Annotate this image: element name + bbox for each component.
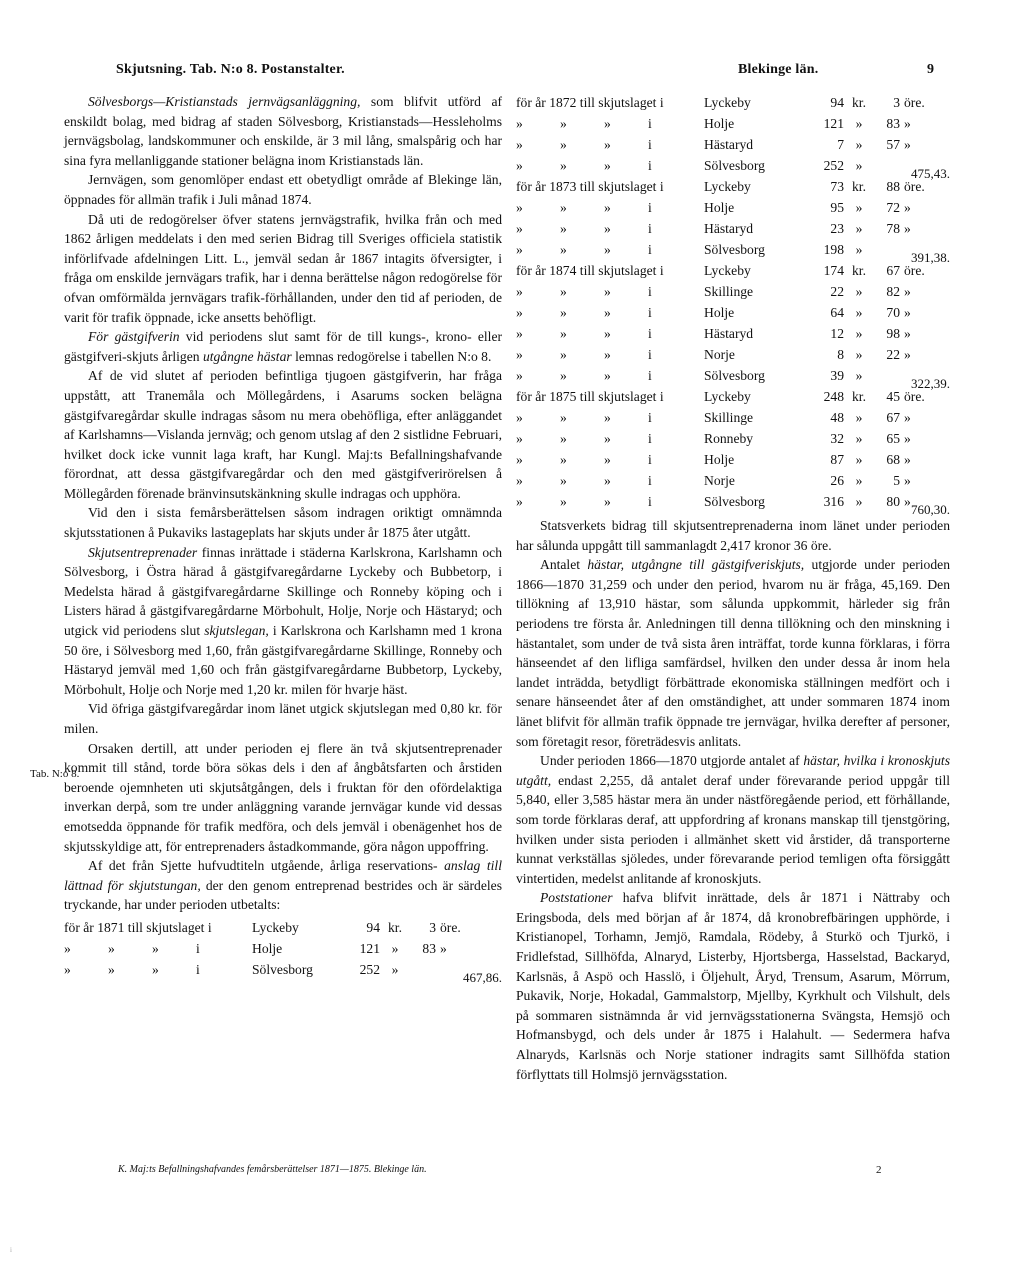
ledger-row	[64, 938, 502, 959]
ledger-ore: 5	[893, 473, 900, 488]
ledger-ore: 22	[886, 347, 900, 362]
ditto-mark: »	[108, 961, 115, 977]
ledger-year	[516, 92, 950, 181]
ledger-row	[516, 260, 950, 281]
ledger-kr: 22	[830, 284, 844, 299]
ditto-mark: »	[516, 452, 523, 467]
ledger-ore	[874, 365, 900, 386]
ledger-kr: 121	[359, 940, 380, 956]
ledger-ore: 78	[886, 221, 900, 236]
ditto-mark: »	[560, 410, 567, 425]
ledger-place: Holje	[704, 305, 735, 320]
ledger-ore: 82	[886, 284, 900, 299]
ledger-kr-unit: »	[855, 116, 863, 131]
ledger-kr: 23	[830, 221, 844, 236]
ledger-row	[516, 365, 950, 391]
ledger-row	[516, 239, 950, 265]
ledger-place: Lyckeby	[252, 919, 299, 935]
ditto-mark: »	[516, 326, 523, 341]
ditto-mark: »	[516, 284, 523, 299]
ledger-year	[516, 176, 950, 265]
ledger-kr-unit: kr.	[388, 919, 402, 935]
stray-mark: i	[10, 1246, 12, 1254]
ledger-year	[516, 386, 950, 517]
ditto-mark: »	[152, 940, 159, 956]
ditto-mark: »	[516, 431, 523, 446]
ditto-mark: »	[560, 284, 567, 299]
ditto-mark: »	[64, 961, 71, 977]
ledger-kr: 48	[830, 410, 844, 425]
ditto-mark: »	[560, 452, 567, 467]
ditto-mark: »	[604, 473, 611, 488]
ledger-ore-unit: »	[440, 940, 447, 956]
italic-term: Poststationer	[540, 890, 613, 906]
ledger-place: Sölvesborg	[704, 158, 765, 173]
ledger-place: Sölvesborg	[252, 961, 313, 977]
ledger-place: Holje	[704, 452, 735, 467]
ledger-ore: 67	[886, 263, 900, 278]
ledger-total: 322,39.	[911, 376, 950, 391]
paragraph-anslag	[64, 856, 502, 915]
ledger-kr-unit: »	[855, 242, 863, 257]
ledger-kr-unit: »	[855, 410, 863, 425]
ledger-1871	[64, 917, 502, 985]
ditto-mark: »	[516, 473, 523, 488]
paragraph-text: Under perioden 1866—1870 utgjorde antalet af	[540, 753, 804, 769]
ledger-kr-unit: »	[855, 452, 863, 467]
ledger-prefix: för år 1873 till skjutslaget i	[516, 179, 664, 194]
ditto-mark: »	[604, 326, 611, 341]
ditto-mark: »	[560, 116, 567, 131]
ledger-row	[516, 323, 950, 344]
ledger-place: Norje	[704, 347, 735, 362]
ledger-place: Norje	[704, 473, 735, 488]
paragraph-text: Antalet	[540, 557, 588, 573]
ledger-place: Holje	[704, 116, 735, 131]
paragraph-text: utgjorde under perioden 1866—1870 31,259 och under den period, hvarom nu är fråga, 45,169. Den tillökning af 13,910 hästar, som sålunda uppkommit, härleder sig från periodens tre första år. Anledningen till denna tillökning och den minskning i hästantalet, som under de två sista åren inträffat, torde kunna förklaras, i förra hänseendet af den lifliga samfärdsel, hvilken den under dessa år inom hela landet inträdda, betydligt förbättrade ekonomiska ställningen medfört och i senare hänseendet åter af den omständighet, att under sommaren 1874 inom länet blifvit för allmän trafik öppnade tre jernvägar, hvilka derefter af personer, som företagit resor, företrädesvis anlitats.	[516, 557, 950, 749]
ditto-group: » » » i	[516, 365, 704, 386]
paragraph-entreprenader	[64, 543, 502, 700]
ledger-place: Hästaryd	[704, 221, 754, 236]
paragraph-ovriga: Vid öfriga gästgifvaregårdar inom länet utgick skjutslegan med 0,80 kr. för milen.	[64, 701, 502, 736]
ditto-group: » » » i	[516, 113, 704, 134]
ledger-row	[516, 470, 950, 491]
ledger-ore-unit: »	[904, 452, 911, 467]
ditto-mark: »	[516, 242, 523, 257]
ledger-ore-unit: »	[904, 431, 911, 446]
italic-term: hästar, hvilka i kronoskjuts utgått,	[516, 753, 950, 788]
paragraph-text: som blifvit utförd af enskildt bolag, med bidrag af staden Sölvesborg, Kristianstads—Hessleholms jernvägsbolag, landskommuner och enskilde, är 3 mil lång, smalspårig och har sina fyra mellanliggande stationer belägna inom Kristianstads län.	[64, 94, 502, 168]
ditto-group: » » » i	[516, 470, 704, 491]
ledger-row	[516, 407, 950, 428]
italic-term: hästar, utgångne till gästgifveriskjuts,	[587, 557, 805, 573]
left-column	[64, 92, 502, 985]
paragraph-tranemala: Af de vid slutet af perioden befintliga tjugoen gästgifverin, har fråga uppstått, att Tranemåla och Möllegårdens, i Asarums socken belägna gästgifvaregårdar skulle indragas såsom nu mera obehöfliga, efter anläggandet af Karlshamns—Vislanda jernväg; och genom utslag af den 2 sistlidne Februari, hvilket dock icke vunnit laga kraft, har Kungl. Maj:ts Befallningshafvande förordnat, att dessa gästgifvaregårdar och den med gästgifverirörelsen å Möllegården förenade bränvinsutskänkning skulle indragas och upphöra.	[64, 368, 502, 501]
ledger-row	[64, 959, 502, 985]
ditto-group: » » » i	[516, 155, 704, 176]
ditto-group: » » » i	[516, 407, 704, 428]
ditto-mark: »	[604, 137, 611, 152]
ditto-mark: »	[560, 242, 567, 257]
ledger-place: Lyckeby	[704, 263, 751, 278]
ledger-ore	[874, 155, 900, 176]
ditto-mark: »	[108, 940, 115, 956]
ledger-place: Holje	[704, 200, 735, 215]
ledger-place: Skillinge	[704, 410, 754, 425]
ledger-kr: 198	[823, 242, 844, 257]
ledger-kr-unit: »	[855, 221, 863, 236]
ledger-ore: 68	[886, 452, 900, 467]
ledger-ore: 83	[422, 940, 436, 956]
ledger-place: Lyckeby	[704, 179, 751, 194]
paragraph-text: der den genom entreprenad bestrides och är särdeles tryckande, har under perioden utbetalts:	[64, 877, 502, 913]
ditto-group: » » » i	[516, 218, 704, 239]
ledger-row	[516, 281, 950, 302]
ledger-kr-unit: »	[391, 940, 399, 956]
ditto-mark: »	[516, 410, 523, 425]
ledger-place: Sölvesborg	[704, 368, 765, 383]
ledger-total: 760,30.	[911, 502, 950, 517]
ditto-group: » » » i	[516, 344, 704, 365]
ledger-ore-unit: öre.	[904, 263, 925, 278]
ledger-total: 391,38.	[911, 250, 950, 265]
ledger-place: Sölvesborg	[704, 494, 765, 509]
ditto-mark: »	[516, 137, 523, 152]
paragraph-poststationer	[516, 888, 950, 1084]
ditto-group: » » » i	[64, 959, 252, 980]
ledger-ore: 72	[886, 200, 900, 215]
ditto-mark: »	[604, 242, 611, 257]
paragraph-statsverket: Statsverkets bidrag till skjutsentreprenaderna inom länet under perioden har sålunda uppgått till sammanlagdt 2,417 kronor 36 öre.	[516, 518, 950, 553]
italic-term: anslag till lättnad för skjutstungan,	[64, 858, 502, 893]
ledger-group	[516, 92, 950, 517]
ditto-mark: »	[152, 961, 159, 977]
ledger-row	[516, 428, 950, 449]
ledger-row	[516, 344, 950, 365]
ledger-ore-unit: öre.	[440, 919, 461, 935]
ledger-kr: 64	[830, 305, 844, 320]
ditto-mark: »	[604, 305, 611, 320]
ditto-mark: »	[560, 221, 567, 236]
ledger-row	[516, 386, 950, 407]
ditto-mark: »	[560, 137, 567, 152]
paragraph-reports: Då uti de redogörelser öfver statens jernvägstrafik, hvilka från och med 1862 årligen meddelats i den med serien Bidrag till Sveriges officiela statistik införlifvade afdelningen Litt. L., jemväl sedan år 1867 intagits öfversigter, i fråga om enskilde jernvägars trafik, har i denna berättelse någon redogörelse för ofvan omförmälda jernvägars trafik-förhållanden, under den tid af perioden, de varit för trafik öppnade, icke ansetts behöfligt.	[64, 211, 502, 325]
ditto-mark: »	[560, 200, 567, 215]
ledger-ore: 70	[886, 305, 900, 320]
paragraph-hastar	[516, 555, 950, 751]
ledger-kr-unit: »	[855, 431, 863, 446]
ledger-ore-unit: öre.	[904, 95, 925, 110]
ditto-mark: »	[560, 368, 567, 383]
ditto-group: » » » i	[516, 281, 704, 302]
ledger-kr-unit: kr.	[852, 263, 866, 278]
margin-note-tab: Tab. N:o 8.	[30, 768, 80, 780]
italic-term: utgångne hästar	[202, 348, 292, 364]
ledger-place: Lyckeby	[704, 95, 751, 110]
ledger-kr: 121	[823, 116, 844, 131]
ditto-group: » » » i	[516, 197, 704, 218]
ditto-mark: »	[64, 940, 71, 956]
ledger-row	[516, 449, 950, 470]
italic-term: skjutslegan,	[204, 623, 269, 639]
ditto-mark: »	[604, 368, 611, 383]
ditto-mark: »	[560, 494, 567, 509]
paragraph-text: lemnas redogörelse i tabellen N:o 8.	[291, 348, 492, 364]
ledger-ore-unit: »	[904, 410, 911, 425]
ledger-prefix: för år 1872 till skjutslaget i	[516, 95, 664, 110]
footer-text: K. Maj:ts Befallningshafvandes femårsberättelser 1871—1875. Blekinge län.	[118, 1164, 427, 1175]
ledger-kr-unit: »	[855, 284, 863, 299]
ledger-row	[516, 155, 950, 181]
ledger-ore-unit: »	[904, 305, 911, 320]
paragraph-orsaken: Orsaken dertill, att under perioden ej flere än två skjutsentreprenader kommit till stånd, torde böra sökas dels i den af ångbåtsfarten och årstiden beroende ojemnheten uti skjutsåtgången, dels i fruktan för den ofördelaktiga inverkan derpå, som tre under anläggning varande jernvägar kunde vid dessas emotsedda öppnande för trafik medföra, och dels jemväl i obenägenhet hos de skjutsskyldige att, för entreprenaders åstadkommande, göra någon uppoffring.	[64, 740, 502, 854]
paragraph-kronoskjuts	[516, 751, 950, 888]
ditto-group: » » » i	[516, 428, 704, 449]
ledger-ore	[874, 239, 900, 260]
ledger-ore-unit: »	[904, 116, 911, 131]
ledger-year	[516, 260, 950, 391]
ditto-mark: »	[604, 116, 611, 131]
ledger-kr: 252	[359, 961, 380, 977]
ditto-mark: »	[560, 347, 567, 362]
ledger-kr: 39	[830, 368, 844, 383]
ledger-place: Hästaryd	[704, 137, 754, 152]
ledger-place: Ronneby	[704, 431, 754, 446]
ledger-ore: 3	[429, 919, 436, 935]
ledger-row	[516, 134, 950, 155]
ledger-kr: 94	[366, 919, 380, 935]
ditto-mark: »	[604, 200, 611, 215]
ledger-ore: 98	[886, 326, 900, 341]
ditto-mark: »	[516, 347, 523, 362]
ledger-ore: 57	[886, 137, 900, 152]
ledger-row	[516, 302, 950, 323]
ledger-row	[516, 92, 950, 113]
ledger-ore: 65	[886, 431, 900, 446]
ledger-place: Holje	[252, 940, 283, 956]
ditto-mark: »	[516, 221, 523, 236]
ledger-kr: 248	[823, 389, 844, 404]
right-column	[516, 92, 950, 1084]
ditto-group: » » » i	[516, 449, 704, 470]
page-number: 9	[927, 62, 935, 77]
ledger-ore: 3	[893, 95, 900, 110]
ledger-row	[516, 176, 950, 197]
ledger-kr: 32	[830, 431, 844, 446]
ditto-mark: »	[560, 473, 567, 488]
ledger-prefix: för år 1874 till skjutslaget i	[516, 263, 664, 278]
ledger-kr: 94	[830, 95, 844, 110]
ledger-kr: 8	[837, 347, 844, 362]
ditto-group: » » » i	[516, 323, 704, 344]
ledger-row	[516, 491, 950, 517]
ledger-kr-unit: »	[855, 137, 863, 152]
ditto-group: » » » i	[516, 302, 704, 323]
ledger-kr: 95	[830, 200, 844, 215]
ditto-mark: »	[516, 200, 523, 215]
ditto-mark: »	[604, 347, 611, 362]
paragraph-text: vid periodens slut samt för de till kungs-, krono- eller gästgifveri-skjuts årligen	[64, 329, 502, 364]
ledger-kr: 87	[830, 452, 844, 467]
ledger-row	[516, 113, 950, 134]
ledger-kr: 73	[830, 179, 844, 194]
paragraph-pukavik: Vid den i sista femårsberättelsen såsom indragen oriktigt omnämnda skjutsstationen å Pukaviks lastageplats har skjuts under år 1875 åter utgått.	[64, 505, 502, 541]
ledger-ore-unit: »	[904, 284, 911, 299]
paragraph-text: i Karlskrona och Karlshamn med 1 krona 50 öre, i Sölvesborg med 1,60, från gästgifvaregårdarne Skillinge, Ronneby och Hästaryd jemväl med 1,60 och från gästgifvaregårdarne Bubbetorp, Lyckeby, Mörbohult, Holje och Norje med 1,20 kr. milen för hvarje häst.	[64, 623, 502, 697]
ditto-group: » » » i	[516, 239, 704, 260]
ledger-ore: 45	[886, 389, 900, 404]
ledger-kr-unit: kr.	[852, 389, 866, 404]
ledger-prefix: för år 1871 till skjutslaget i	[64, 919, 212, 935]
italic-term: Sölvesborgs—Kristianstads jernvägsanläggning,	[88, 94, 361, 109]
ledger-row	[64, 917, 502, 938]
ledger-ore: 88	[886, 179, 900, 194]
ledger-kr-unit: »	[855, 200, 863, 215]
ledger-row	[516, 218, 950, 239]
ledger-ore: 80	[886, 494, 900, 509]
paragraph-text: finnas inrättade i städerna Karlskrona, Karlshamn och Sölvesborg, i Östra härad å gästgifvaregårdarne Lyckeby och Bubbetorp, i Medelsta härad å gästgifvaregårdarne Skillinge och Ronneby köping och i Listers härad å gästgifvaregårdarne Mörbohult, Holje, Norje och Hästaryd; och utgick vid periodens slut	[64, 544, 502, 639]
ledger-ore-unit: »	[904, 326, 911, 341]
ditto-mark: »	[560, 326, 567, 341]
ledger-total: 475,43.	[911, 166, 950, 181]
ledger-kr-unit: »	[855, 158, 863, 173]
ditto-mark: »	[560, 158, 567, 173]
ditto-mark: »	[516, 116, 523, 131]
ledger-prefix: för år 1875 till skjutslaget i	[516, 389, 664, 404]
running-header-left: Skjutsning. Tab. N:o 8. Postanstalter.	[116, 62, 345, 77]
paragraph-railway	[64, 92, 502, 170]
ditto-mark: »	[604, 431, 611, 446]
ditto-group: » » » i	[516, 134, 704, 155]
ledger-ore-unit: »	[904, 494, 911, 509]
ledger-ore-unit: »	[904, 473, 911, 488]
ledger-ore-unit: »	[904, 137, 911, 152]
ledger-kr: 12	[830, 326, 844, 341]
ledger-kr-unit: kr.	[852, 179, 866, 194]
ledger-place: Skillinge	[704, 284, 754, 299]
paragraph-text: endast 2,255, då antalet deraf under förevarande period uppgår till 5,840, eller 3,585 hästar mera än under nästföregående period, ett förhållande, som torde förklaras deraf, att uppfordring af kronans manskap till tjenstgöring, hvilken under sista perioden i allmänhet skett vid årstider, då transporterne kunnat verkställas sjöledes, under förevarande period temligen ofta försiggått vintertiden, medelst anlitande af kronoskjuts.	[516, 772, 950, 886]
ledger-ore-unit: »	[904, 347, 911, 362]
ledger-kr: 7	[837, 137, 844, 152]
ditto-mark: »	[604, 452, 611, 467]
ledger-kr-unit: kr.	[852, 95, 866, 110]
paragraph-text: hafva blifvit inrättade, dels år 1871 i Nättraby och Eringsboda, dels med början af år 1874, då kronobrefbäringen upphörde, i Kristianopel, Torhamn, Jemjö, Ramdala, Rödeby, å Sturkö och Tjurkö, i Fridlefstad, Sillhöfda, Alnaryd, Listerby, Hjortsberga, Hasselstad, Backaryd, Karlsnäs, å Aspö och Hasslö, i Öljehult, Åryd, Trensum, Asarum, Mörrum, Pukavik, Norje, Hokadal, Gammalstorp, Mjellby, Kyrkhult och Vilshult, dels på sommaren sistnämnda år vid jernvägsstationerna Svängsta, Hemsjö och Hofmansbygd, och dels under år 1875 i Halahult. — Sedermera hafva Alnaryds, Karlsnäs och Norje stationer indragits samt Sillhöfda station förflyttats till Holmsjö jernvägsstation.	[516, 890, 950, 1082]
ledger-kr-unit: »	[855, 326, 863, 341]
ditto-group: » » » i	[516, 491, 704, 512]
paragraph-gastgifverin	[64, 327, 502, 366]
ledger-kr: 252	[823, 158, 844, 173]
ledger-kr-unit: »	[855, 473, 863, 488]
ledger-place: Hästaryd	[704, 326, 754, 341]
ditto-mark: »	[604, 158, 611, 173]
ledger-total: 467,86.	[463, 969, 502, 985]
ledger-kr-unit: »	[855, 368, 863, 383]
ledger-kr: 316	[823, 494, 844, 509]
ditto-mark: »	[604, 494, 611, 509]
ledger-row	[516, 197, 950, 218]
ditto-mark: »	[604, 284, 611, 299]
ditto-group: » » » i	[64, 938, 252, 959]
ditto-mark: »	[604, 410, 611, 425]
ledger-ore-unit: »	[904, 200, 911, 215]
ledger-kr-unit: »	[855, 494, 863, 509]
ledger-ore-unit: »	[904, 221, 911, 236]
ditto-mark: »	[516, 158, 523, 173]
ledger-kr-unit: »	[391, 961, 399, 977]
footer-signature: 2	[876, 1164, 882, 1176]
ledger-ore: 83	[886, 116, 900, 131]
ledger-ore-unit: öre.	[904, 389, 925, 404]
ditto-mark: »	[516, 305, 523, 320]
running-header-region: Blekinge län.	[738, 62, 819, 77]
ledger-place: Lyckeby	[704, 389, 751, 404]
ditto-mark: »	[560, 431, 567, 446]
paragraph-text: Af det från Sjette hufvudtiteln utgående, årliga reservations-	[88, 858, 438, 874]
ditto-mark: »	[516, 368, 523, 383]
ledger-ore: 67	[886, 410, 900, 425]
ledger-kr: 174	[823, 263, 844, 278]
ledger-kr: 26	[830, 473, 844, 488]
ledger-kr-unit: »	[855, 305, 863, 320]
ditto-mark: »	[516, 494, 523, 509]
ledger-ore-unit: öre.	[904, 179, 925, 194]
ledger-place: Sölvesborg	[704, 242, 765, 257]
ledger-kr-unit: »	[855, 347, 863, 362]
ditto-mark: »	[604, 221, 611, 236]
italic-term: För gästgifverin	[88, 329, 180, 345]
ditto-mark: »	[560, 305, 567, 320]
italic-term: Skjutsentreprenader	[88, 544, 198, 560]
paragraph-opening: Jernvägen, som genomlöper endast ett obetydligt område af Blekinge län, öppnades för allmän trafik i Juli månad 1874.	[64, 172, 502, 207]
